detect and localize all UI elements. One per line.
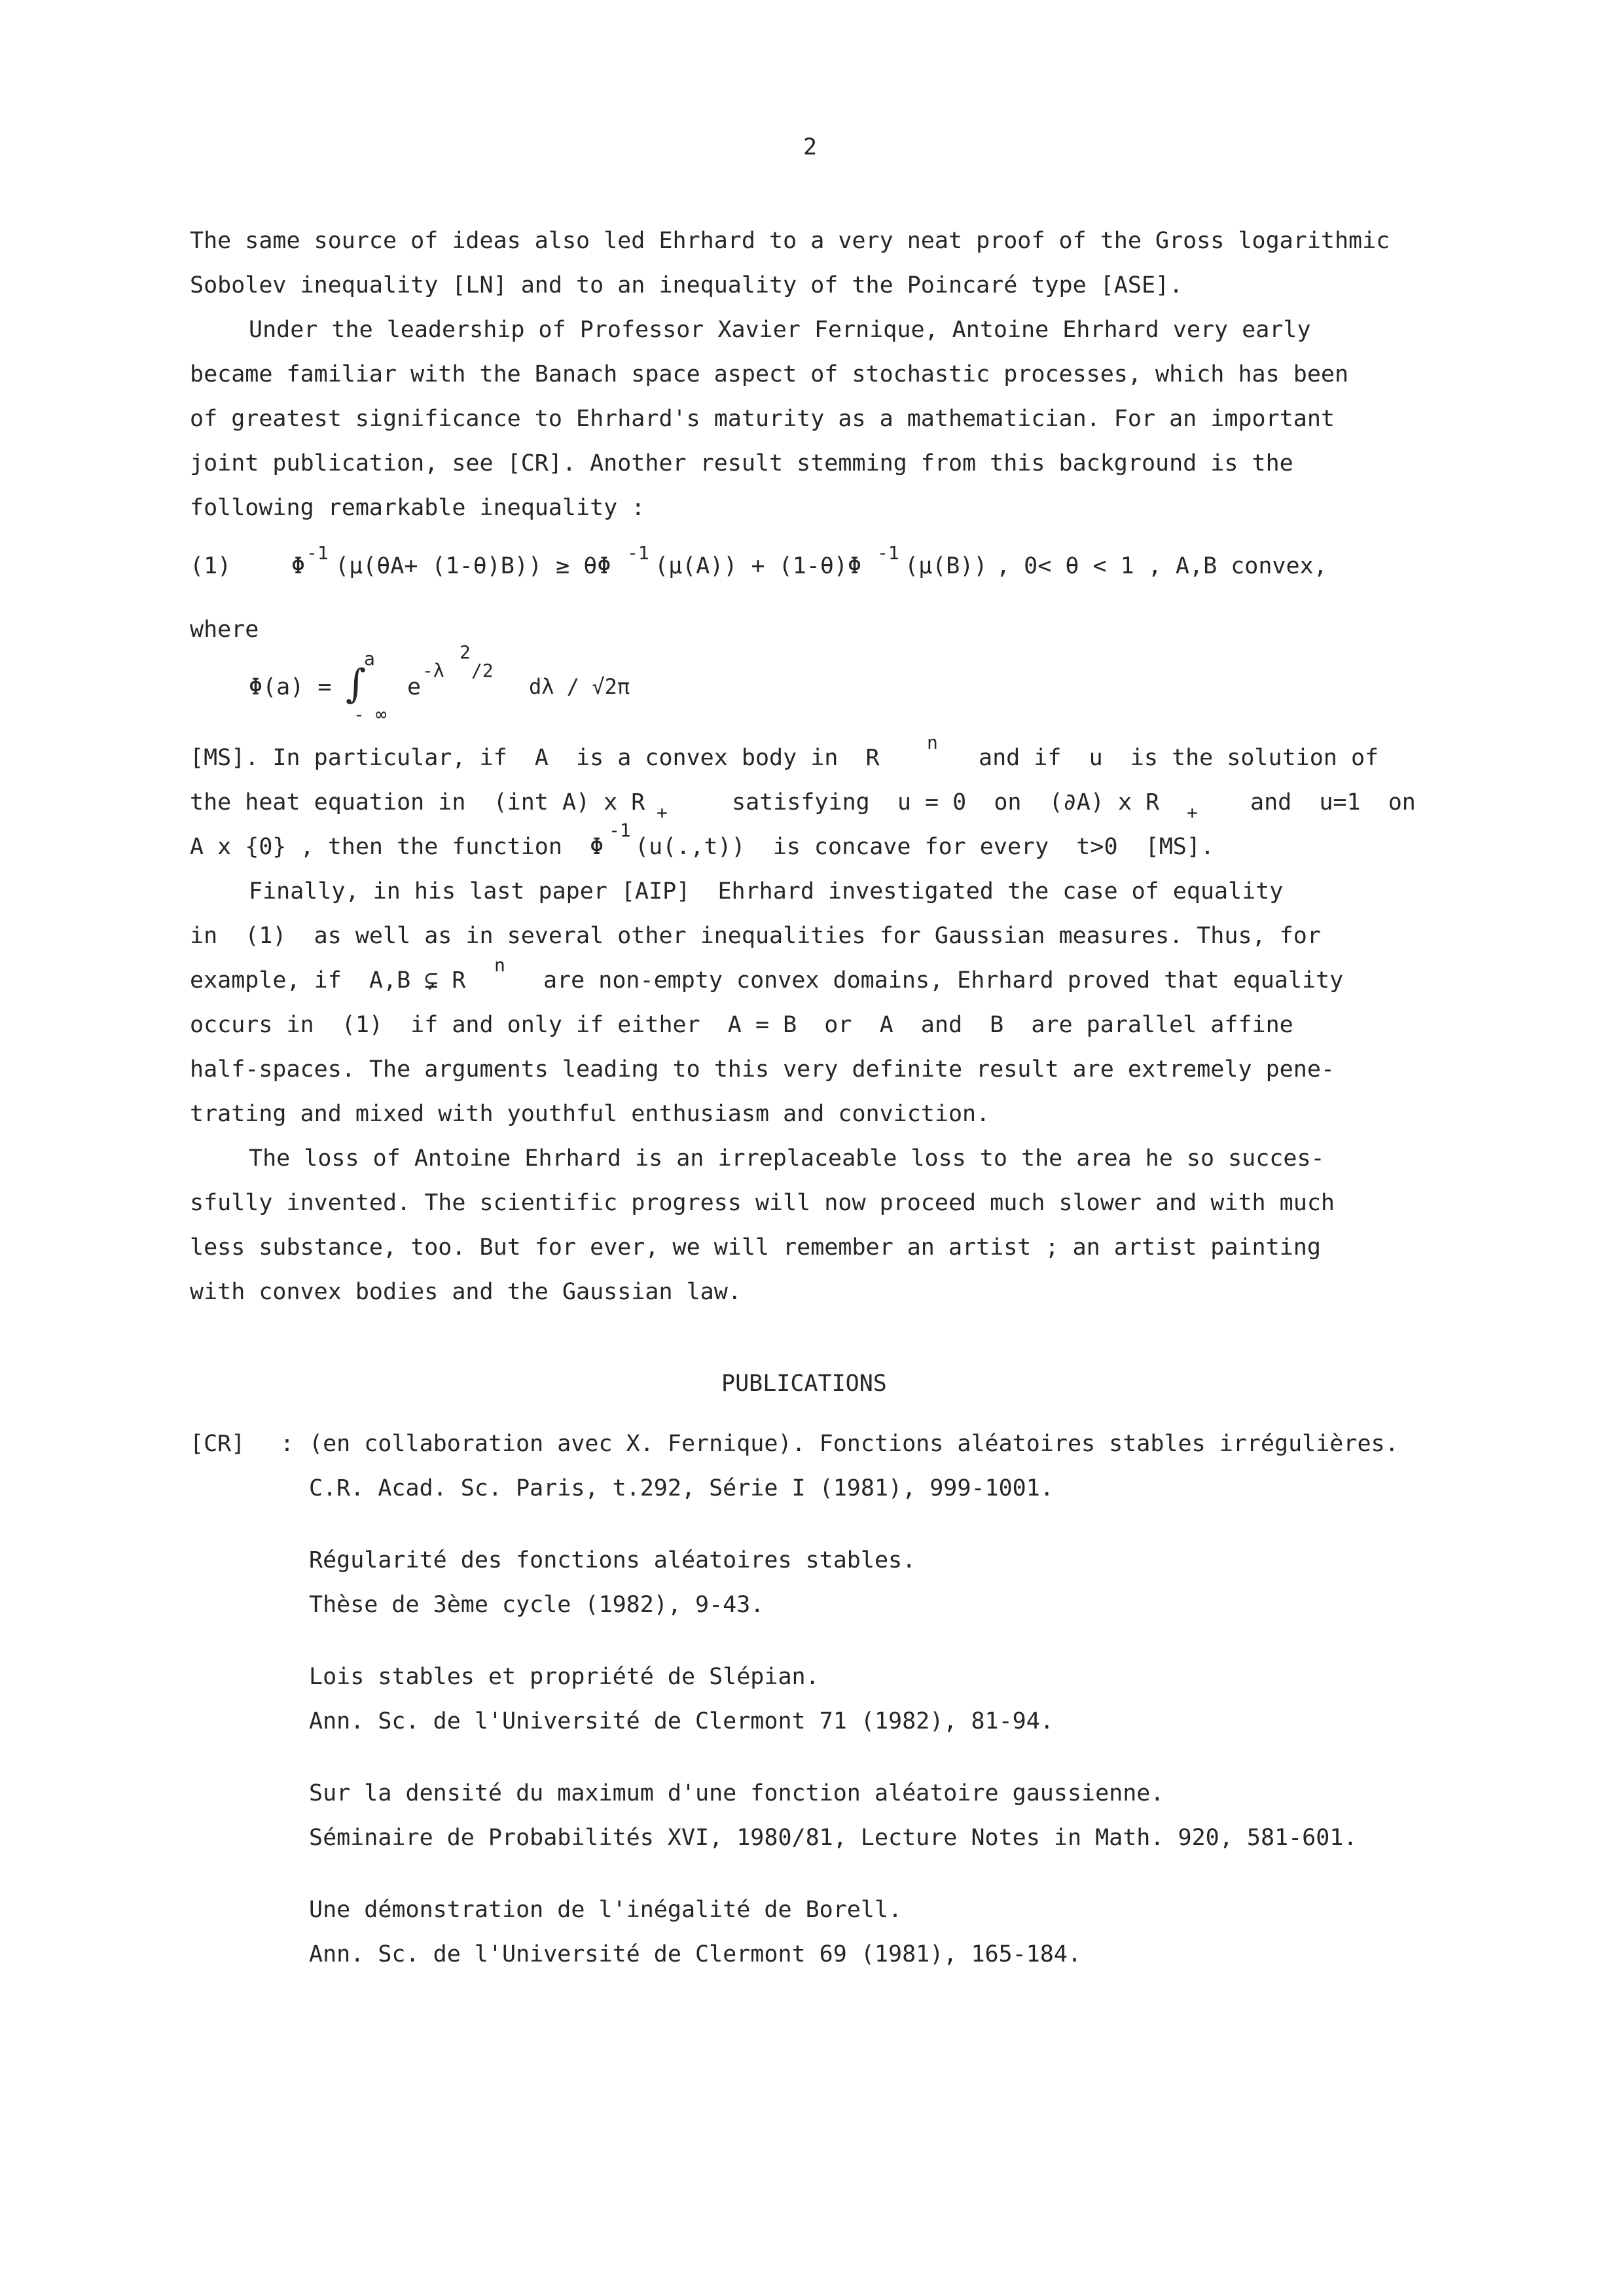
- paragraph-line: [MS]. In particular, if A is a convex body in R: [190, 745, 880, 771]
- publication-title: Lois stables et propriété de Slépian.: [309, 1664, 820, 1690]
- paragraph-line: The loss of Antoine Ehrhard is an irreplaceable loss to the area he so succes-: [249, 1145, 1325, 1172]
- paragraph-line: less substance, too. But for ever, we will remember an artist ; an artist painting: [190, 1234, 1321, 1261]
- paragraph-line: became familiar with the Banach space aspect of stochastic processes, which has been: [190, 361, 1349, 387]
- publication-source: Thèse de 3ème cycle (1982), 9-43.: [309, 1592, 765, 1618]
- paragraph-line: Sobolev inequality [LN] and to an inequality of the Poincaré type [ASE].: [190, 272, 1183, 298]
- publication-title: Sur la densité du maximum d'une fonction aléatoire gaussienne.: [309, 1780, 1164, 1806]
- paragraph-line: and u=1 on: [1250, 789, 1416, 816]
- cr-label: [CR]: [190, 1431, 245, 1457]
- equation-part: (μ(A)) + (1-θ)Φ: [655, 553, 862, 579]
- paragraph-line: are non-empty convex domains, Ehrhard proved that equality: [543, 967, 1344, 994]
- subscript: +: [1187, 802, 1198, 823]
- inverse-exponent: -1: [306, 542, 329, 564]
- publication-title: Une démonstration de l'inégalité de Borell.: [309, 1897, 903, 1923]
- subscript: +: [657, 802, 668, 823]
- paragraph-line: occurs in (1) if and only if either A = B or A and B are parallel affine: [190, 1012, 1293, 1038]
- paragraph-line: example, if A,B ⊊ R: [190, 967, 466, 994]
- phi-symbol: Φ: [291, 553, 306, 579]
- paragraph-line: the heat equation in (int A) x R: [190, 789, 645, 816]
- publications-heading: PUBLICATIONS: [721, 1371, 887, 1397]
- exp-power: -λ: [422, 660, 444, 681]
- paragraph-line: half-spaces. The arguments leading to this very definite result are extremely pene-: [190, 1056, 1335, 1083]
- publication-title: (en collaboration avec X. Fernique). Fonctions aléatoires stables irrégulières.: [309, 1431, 1399, 1457]
- paragraph-line: and if u is the solution of: [979, 745, 1379, 771]
- integral-tail: dλ / √2π: [529, 674, 630, 699]
- paragraph-line: with convex bodies and the Gaussian law.: [190, 1279, 742, 1305]
- integral-sign: ∫: [346, 661, 367, 707]
- equation-condition: , 0< θ < 1 , A,B convex,: [996, 553, 1327, 579]
- exp-base: e: [407, 674, 422, 700]
- cr-colon: :: [280, 1431, 295, 1457]
- paragraph-line: A x {0} , then the function Φ: [190, 834, 604, 860]
- paragraph-line: satisfying u = 0 on (∂A) x R: [732, 789, 1160, 816]
- superscript: -1: [609, 819, 631, 841]
- paragraph-line: of greatest significance to Ehrhard's maturity as a mathematician. For an important: [190, 406, 1335, 432]
- where-label: where: [190, 617, 259, 643]
- paragraph-line: sfully invented. The scientific progress will now proceed much slower and with much: [190, 1190, 1335, 1216]
- superscript: n: [494, 954, 505, 976]
- inverse-exponent: -1: [877, 542, 899, 564]
- paragraph-line: Under the leadership of Professor Xavier Fernique, Antoine Ehrhard very early: [249, 317, 1311, 343]
- exp-square: 2: [460, 641, 471, 663]
- paragraph-line: Finally, in his last paper [AIP] Ehrhard investigated the case of equality: [249, 878, 1284, 905]
- exp-half: /2: [471, 660, 494, 681]
- paragraph-line: in (1) as well as in several other inequalities for Gaussian measures. Thus, for: [190, 923, 1321, 949]
- paragraph-line: following remarkable inequality :: [190, 495, 645, 521]
- publication-source: Ann. Sc. de l'Université de Clermont 71 (1982), 81-94.: [309, 1708, 1054, 1734]
- integral-lower-limit: - ∞: [353, 704, 387, 725]
- publication-source: Séminaire de Probabilités XVI, 1980/81, Lecture Notes in Math. 920, 581-601.: [309, 1825, 1358, 1851]
- publication-title: Régularité des fonctions aléatoires stables.: [309, 1547, 916, 1573]
- paragraph-line: The same source of ideas also led Ehrhard to a very neat proof of the Gross logarithmic: [190, 228, 1390, 254]
- paragraph-line: trating and mixed with youthful enthusiasm and conviction.: [190, 1101, 990, 1127]
- equation-number: (1): [190, 553, 232, 579]
- phi-lhs: Φ(a) =: [249, 674, 332, 700]
- publication-source: C.R. Acad. Sc. Paris, t.292, Série I (1981), 999-1001.: [309, 1475, 1054, 1501]
- page-number: 2: [803, 134, 818, 160]
- paragraph-line: joint publication, see [CR]. Another result stemming from this background is the: [190, 450, 1293, 476]
- superscript: n: [927, 732, 938, 753]
- publication-source: Ann. Sc. de l'Université de Clermont 69 (1981), 165-184.: [309, 1941, 1082, 1967]
- equation-part: (μ(θA+ (1-θ)B)) ≥ θΦ: [335, 553, 611, 579]
- paragraph-line: (u(.,t)) is concave for every t>0 [MS].: [635, 834, 1215, 860]
- equation-part: (μ(B)): [905, 553, 988, 579]
- integral-upper-limit: a: [364, 648, 375, 670]
- inverse-exponent: -1: [627, 542, 649, 564]
